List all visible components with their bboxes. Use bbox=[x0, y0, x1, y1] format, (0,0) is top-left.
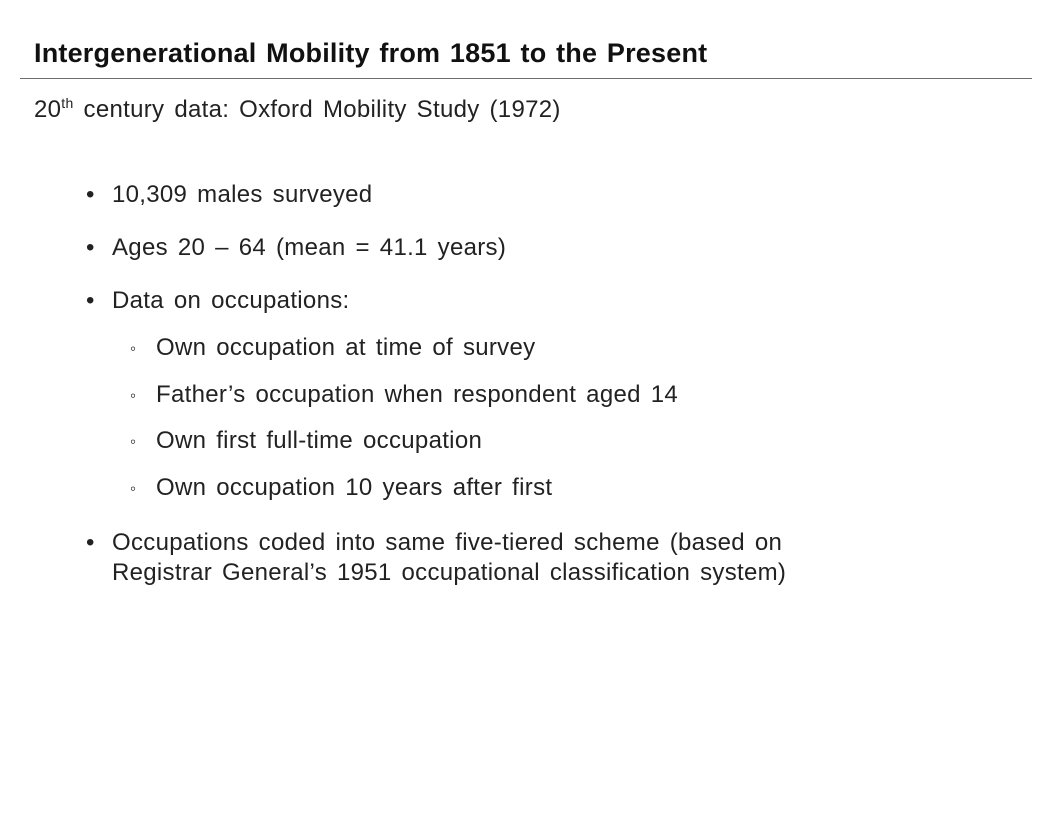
bullet-marker: • bbox=[86, 181, 95, 208]
list-item-text: Father’s occupation when respondent aged 14 bbox=[156, 381, 679, 408]
list-item-text: Own first full-time occupation bbox=[156, 427, 483, 454]
bullet-marker: • bbox=[86, 234, 95, 261]
sub-list-item bbox=[130, 426, 483, 456]
sub-list-item bbox=[130, 333, 536, 363]
sub-list-item bbox=[130, 473, 553, 503]
list-item bbox=[86, 286, 350, 316]
list-item-text: Own occupation 10 years after first bbox=[156, 474, 553, 501]
list-item bbox=[86, 180, 373, 210]
title-divider bbox=[20, 78, 1032, 79]
bullet-marker: • bbox=[86, 529, 95, 556]
subtitle-superscript: th bbox=[61, 95, 74, 111]
list-item bbox=[86, 233, 507, 263]
list-item-text-line1: Occupations coded into same five-tiered scheme (based on bbox=[112, 529, 783, 556]
sub-list-item bbox=[130, 380, 679, 410]
subtitle-rest: century data: Oxford Mobility Study (1972) bbox=[73, 96, 561, 123]
slide-title: Intergenerational Mobility from 1851 to the Present bbox=[34, 38, 708, 68]
list-item-text: Ages 20 – 64 (mean = 41.1 years) bbox=[112, 234, 507, 261]
list-item-text: Data on occupations: bbox=[112, 287, 350, 314]
subtitle-prefix: 20 bbox=[34, 96, 62, 123]
sub-bullet-marker: ◦ bbox=[130, 432, 137, 451]
list-item-text: Own occupation at time of survey bbox=[156, 334, 536, 361]
list-item bbox=[86, 528, 1012, 588]
list-item-text: 10,309 males surveyed bbox=[112, 181, 373, 208]
bullet-marker: • bbox=[86, 287, 95, 314]
sub-bullet-marker: ◦ bbox=[130, 339, 137, 358]
list-item-text-line2: Registrar General’s 1951 occupational classification system) bbox=[112, 559, 787, 586]
sub-bullet-marker: ◦ bbox=[130, 386, 137, 405]
sub-bullet-marker: ◦ bbox=[130, 479, 137, 498]
slide-subtitle bbox=[34, 96, 561, 124]
